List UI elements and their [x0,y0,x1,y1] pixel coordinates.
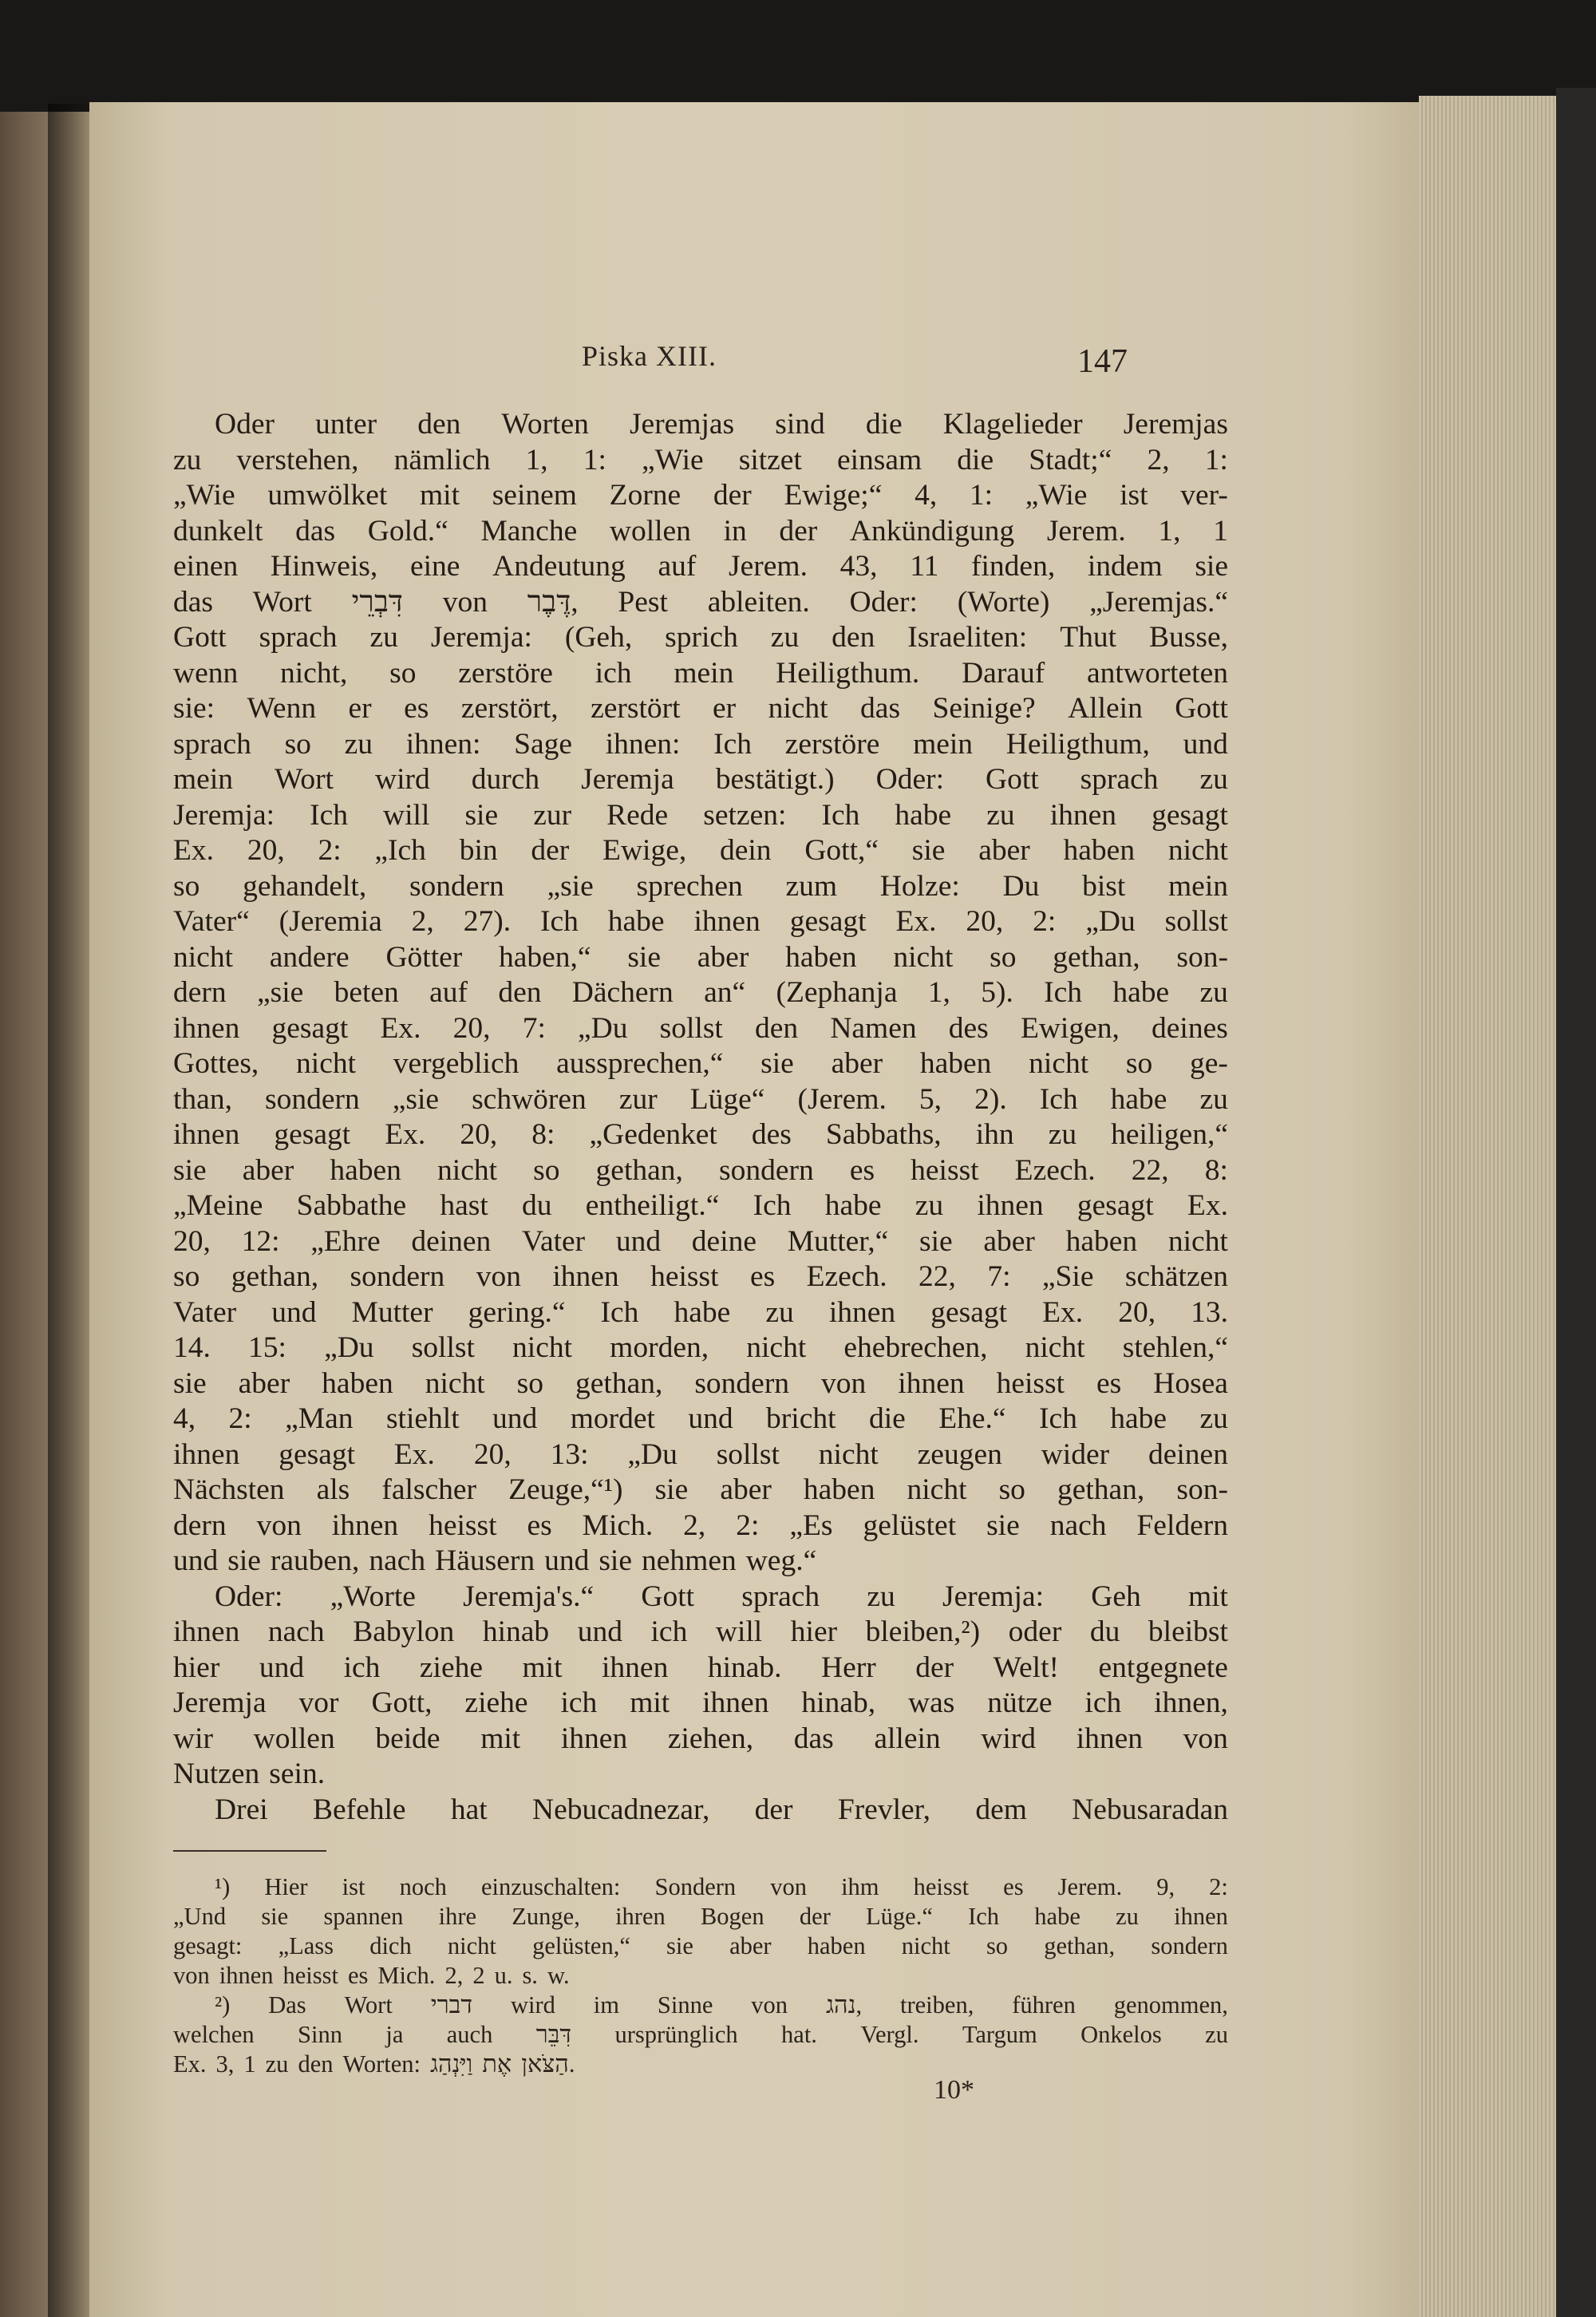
text-line: Oder: „Worte Jeremja's.“ Gott sprach zu Jeremja: Geh mit [215,1580,1228,1613]
text-line: und sie rauben, nach Häusern und sie nehmen weg.“ [173,1544,817,1577]
text-line: sprach so zu ihnen: Sage ihnen: Ich zerstöre mein Heiligthum, und [173,727,1228,761]
book-cover [1556,88,1596,2317]
text-line: Jeremja: Ich will sie zur Rede setzen: Ich habe zu ihnen gesagt [173,798,1228,832]
text-line: sie aber haben nicht so gethan, sondern es heisst Ezech. 22, 8: [173,1153,1228,1187]
footnote-line: von ihnen heisst es Mich. 2, 2 u. s. w. [173,1962,570,1989]
text-line: sie aber haben nicht so gethan, sondern von ihnen heisst es Hosea [173,1366,1228,1400]
text-line: nicht andere Götter haben,“ sie aber haben nicht so gethan, son- [173,940,1228,974]
footnote-line: „Und sie spannen ihre Zunge, ihren Bogen der Lüge.“ Ich habe zu ihnen [173,1903,1228,1930]
text-line: einen Hinweis, eine Andeutung auf Jerem. 43, 11 finden, indem sie [173,550,1228,583]
text-line: ihnen nach Babylon hinab und ich will hier bleiben,²) oder du bleibst [173,1615,1228,1648]
page-header [89,339,1419,387]
text-line: „Meine Sabbathe hast du entheiligt.“ Ich habe zu ihnen gesagt Ex. [173,1189,1228,1222]
text-line: 14. 15: „Du sollst nicht morden, nicht ehebrechen, nicht stehlen,“ [173,1331,1228,1364]
footnotes [173,1872,1228,2079]
footnote-line: gesagt: „Lass dich nicht gelüsten,“ sie aber haben nicht so gethan, sondern [173,1932,1228,1959]
page-number: 147 [1077,343,1128,380]
footnote-line: ¹) Hier ist noch einzuschalten: Sondern von ihm heisst es Jerem. 9, 2: [215,1873,1228,1900]
text-line: das Wort דִּבְרֵי von דֶּבֶר, Pest ableiten. Oder: (Worte) „Jeremjas.“ [173,585,1228,619]
running-head: Piska XIII. [582,340,717,372]
text-line: dunkelt das Gold.“ Manche wollen in der Ankündigung Jerem. 1, 1 [173,514,1228,548]
text-line: than, sondern „sie schwören zur Lüge“ (Jerem. 5, 2). Ich habe zu [173,1082,1228,1116]
footnote-line: Ex. 3, 1 zu den Worten: וַיִּנְהַג אֶת הַצֹּאן. [173,2050,575,2078]
page-block-edge [1419,96,1556,2317]
footnote-line: welchen Sinn ja auch דִּבֵּר ursprünglich hat. Vergl. Targum Onkelos zu [173,2021,1228,2048]
text-line: Jeremja vor Gott, ziehe ich mit ihnen hinab, was nütze ich ihnen, [173,1686,1228,1719]
text-line: hier und ich ziehe mit ihnen hinab. Herr der Welt! entgegnete [173,1651,1228,1684]
book-page [89,102,1419,2317]
text-line: „Wie umwölket mit seinem Zorne der Ewige;“ 4, 1: „Wie ist ver- [173,479,1228,512]
text-line: Gottes, nicht vergeblich aussprechen,“ sie aber haben nicht so ge- [173,1047,1228,1080]
footnote-line: ²) Das Wort דברי wird im Sinne von נהג, treiben, führen genommen, [215,1991,1228,2018]
text-line: dern von ihnen heisst es Mich. 2, 2: „Es gelüstet sie nach Feldern [173,1508,1228,1542]
text-line: ihnen gesagt Ex. 20, 13: „Du sollst nicht zeugen wider deinen [173,1437,1228,1471]
text-line: Ex. 20, 2: „Ich bin der Ewige, dein Gott,“ sie aber haben nicht [173,834,1228,867]
text-line: Drei Befehle hat Nebucadnezar, der Frevler, dem Nebusaradan [215,1793,1228,1826]
spine-shadow [48,104,96,2317]
text-line: Vater und Mutter gering.“ Ich habe zu ihnen gesagt Ex. 20, 13. [173,1295,1228,1329]
text-line: sie: Wenn er es zerstört, zerstört er nicht das Seinige? Allein Gott [173,692,1228,725]
text-line: wenn nicht, so zerstöre ich mein Heiligthum. Darauf antworteten [173,656,1228,690]
text-line: wir wollen beide mit ihnen ziehen, das allein wird ihnen von [173,1722,1228,1755]
text-line: Gott sprach zu Jeremja: (Geh, sprich zu den Israeliten: Thut Busse, [173,621,1228,654]
text-line: ihnen gesagt Ex. 20, 8: „Gedenket des Sabbaths, ihn zu heiligen,“ [173,1118,1228,1151]
text-line: Nutzen sein. [173,1758,326,1790]
text-line: 20, 12: „Ehre deinen Vater und deine Mutter,“ sie aber haben nicht [173,1224,1228,1258]
text-line: zu verstehen, nämlich 1, 1: „Wie sitzet einsam die Stadt;“ 2, 1: [173,443,1228,476]
text-line: so gethan, sondern von ihnen heisst es Ezech. 22, 7: „Sie schätzen [173,1260,1228,1293]
text-line: Oder unter den Worten Jeremjas sind die Klagelieder Jeremjas [215,408,1228,441]
footnote-rule [173,1850,326,1852]
text-line: dern „sie beten auf den Dächern an“ (Zephanja 1, 5). Ich habe zu [173,976,1228,1009]
text-line: 4, 2: „Man stiehlt und mordet und bricht die Ehe.“ Ich habe zu [173,1402,1228,1435]
text-line: ihnen gesagt Ex. 20, 7: „Du sollst den Namen des Ewigen, deines [173,1011,1228,1045]
signature-mark: 10* [934,2075,974,2105]
main-text [173,407,1228,1828]
text-line: so gehandelt, sondern „sie sprechen zum Holze: Du bist mein [173,869,1228,903]
text-line: Nächsten als falscher Zeuge,“¹) sie aber haben nicht so gethan, son- [173,1473,1228,1506]
text-line: Vater“ (Jeremia 2, 27). Ich habe ihnen gesagt Ex. 20, 2: „Du sollst [173,905,1228,938]
text-line: mein Wort wird durch Jeremja bestätigt.) Oder: Gott sprach zu [173,763,1228,796]
